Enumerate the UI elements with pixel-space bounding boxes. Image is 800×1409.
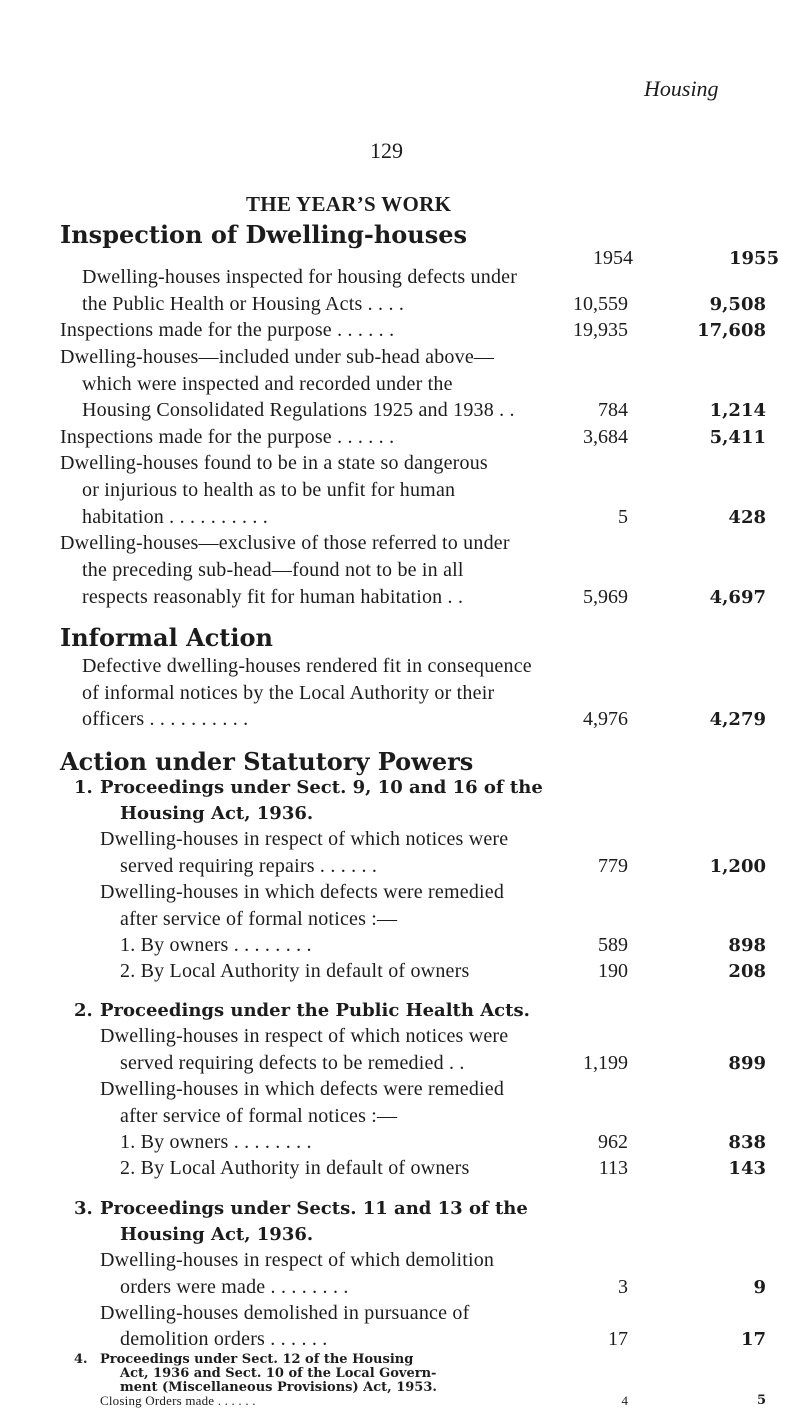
value-1954: 190 — [598, 960, 628, 982]
running-head: Housing — [644, 76, 719, 101]
column-header-1955: 1955 — [729, 248, 780, 269]
value-1954: 784 — [598, 399, 628, 421]
value-1954: 5 — [618, 506, 628, 528]
value-1955: 838 — [728, 1132, 766, 1153]
value-1954: 3,684 — [583, 426, 628, 448]
sub-title: Proceedings under Sects. 11 and 13 of the — [100, 1198, 528, 1219]
row-text: Dwelling-houses demolished in pursuance of — [100, 1302, 470, 1324]
sub-number: 1. — [74, 777, 93, 798]
row-text: 2. By Local Authority in default of owners — [120, 960, 470, 982]
value-1955: 4,279 — [709, 709, 766, 730]
value-1954: 5,969 — [583, 586, 628, 608]
page-number: 129 — [370, 138, 403, 163]
row-text: which were inspected and recorded under the — [82, 373, 453, 395]
value-1955: 9,508 — [709, 294, 766, 315]
sub-number: 4. — [74, 1352, 88, 1367]
statutory-heading: Action under Statutory Powers — [60, 747, 474, 776]
row-text: Dwelling-houses inspected for housing defects under — [82, 266, 518, 288]
value-1955: 428 — [728, 507, 766, 528]
value-1954: 10,559 — [573, 293, 628, 315]
value-1955: 9 — [753, 1277, 766, 1298]
value-1955: 143 — [728, 1158, 766, 1179]
sub-number: 3. — [74, 1198, 93, 1219]
value-1954: 779 — [598, 855, 628, 877]
row-text: after service of formal notices :— — [120, 908, 398, 930]
value-1955: 17 — [740, 1329, 766, 1350]
value-1954: 17 — [608, 1328, 628, 1350]
value-1954: 19,935 — [573, 319, 628, 341]
sub-title: Proceedings under Sect. 12 of the Housing — [100, 1352, 414, 1367]
row-text: Housing Consolidated Regulations 1925 and 1938 . . — [82, 399, 515, 421]
row-text: Inspections made for the purpose . . . . . . — [60, 426, 395, 448]
value-1954: 1,199 — [583, 1052, 628, 1074]
row-text: 2. By Local Authority in default of owners — [120, 1157, 470, 1179]
sub-title: Housing Act, 1936. — [120, 1224, 314, 1245]
value-1955: 5,411 — [709, 427, 766, 448]
inspection-heading: Inspection of Dwelling-houses — [60, 220, 468, 249]
row-text: or injurious to health as to be unfit for human — [82, 479, 456, 501]
row-text: of informal notices by the Local Authority or their — [82, 682, 495, 704]
value-1954: 589 — [598, 934, 628, 956]
sub-title: Proceedings under the Public Health Acts. — [100, 1000, 530, 1021]
column-header-1954: 1954 — [593, 247, 633, 269]
sub-number: 2. — [74, 1000, 93, 1021]
row-text: Closing Orders made . . . . . . — [100, 1393, 256, 1408]
row-text: Dwelling-houses—exclusive of those referred to under — [60, 532, 510, 554]
row-text: Inspections made for the purpose . . . . . . — [60, 319, 395, 341]
informal-heading: Informal Action — [60, 623, 273, 652]
value-1954: 113 — [598, 1157, 628, 1179]
row-text: after service of formal notices :— — [120, 1105, 398, 1127]
row-text: orders were made . . . . . . . . — [120, 1276, 349, 1298]
value-1954: 4,976 — [583, 708, 628, 730]
row-text: habitation . . . . . . . . . . — [82, 506, 268, 528]
value-1955: 208 — [728, 961, 766, 982]
row-text: Dwelling-houses in respect of which notices were — [100, 828, 509, 850]
row-text: served requiring repairs . . . . . . — [120, 855, 378, 877]
value-1955: 899 — [728, 1053, 766, 1074]
value-1954: 4 — [621, 1393, 628, 1408]
sub-title: Proceedings under Sect. 9, 10 and 16 of the — [100, 777, 543, 798]
row-text: 1. By owners . . . . . . . . — [120, 1131, 312, 1153]
row-text: Dwelling-houses in respect of which notices were — [100, 1025, 509, 1047]
value-1955: 17,608 — [697, 320, 766, 341]
row-text: Dwelling-houses in which defects were remedied — [100, 1078, 505, 1100]
sub-title: Housing Act, 1936. — [120, 803, 314, 824]
row-text: 1. By owners . . . . . . . . — [120, 934, 312, 956]
row-text: officers . . . . . . . . . . — [82, 708, 249, 730]
row-text: served requiring defects to be remedied . . — [120, 1052, 465, 1074]
row-text: demolition orders . . . . . . — [120, 1328, 328, 1350]
row-text: the Public Health or Housing Acts . . . . — [82, 293, 405, 315]
row-text: Dwelling-houses in which defects were remedied — [100, 881, 505, 903]
sub-title: ment (Miscellaneous Provisions) Act, 1953. — [120, 1380, 437, 1395]
value-1955: 4,697 — [709, 587, 766, 608]
row-text: Dwelling-houses in respect of which demolition — [100, 1249, 495, 1271]
value-1955: 1,200 — [709, 856, 766, 877]
value-1955: 1,214 — [709, 400, 766, 421]
row-text: Dwelling-houses—included under sub-head above— — [60, 346, 495, 368]
row-text: Dwelling-houses found to be in a state so dangerous — [60, 452, 488, 474]
row-text: Defective dwelling-houses rendered fit in consequence — [82, 655, 532, 677]
sub-title: Act, 1936 and Sect. 10 of the Local Govern- — [120, 1366, 437, 1381]
value-1955: 898 — [728, 935, 766, 956]
row-text: the preceding sub-head—found not to be in all — [82, 559, 464, 581]
value-1954: 962 — [598, 1131, 628, 1153]
value-1955: 5 — [756, 1393, 766, 1408]
section-title: THE YEAR’S WORK — [246, 192, 452, 216]
value-1954: 3 — [618, 1276, 628, 1298]
row-text: respects reasonably fit for human habitation . . — [82, 586, 464, 608]
